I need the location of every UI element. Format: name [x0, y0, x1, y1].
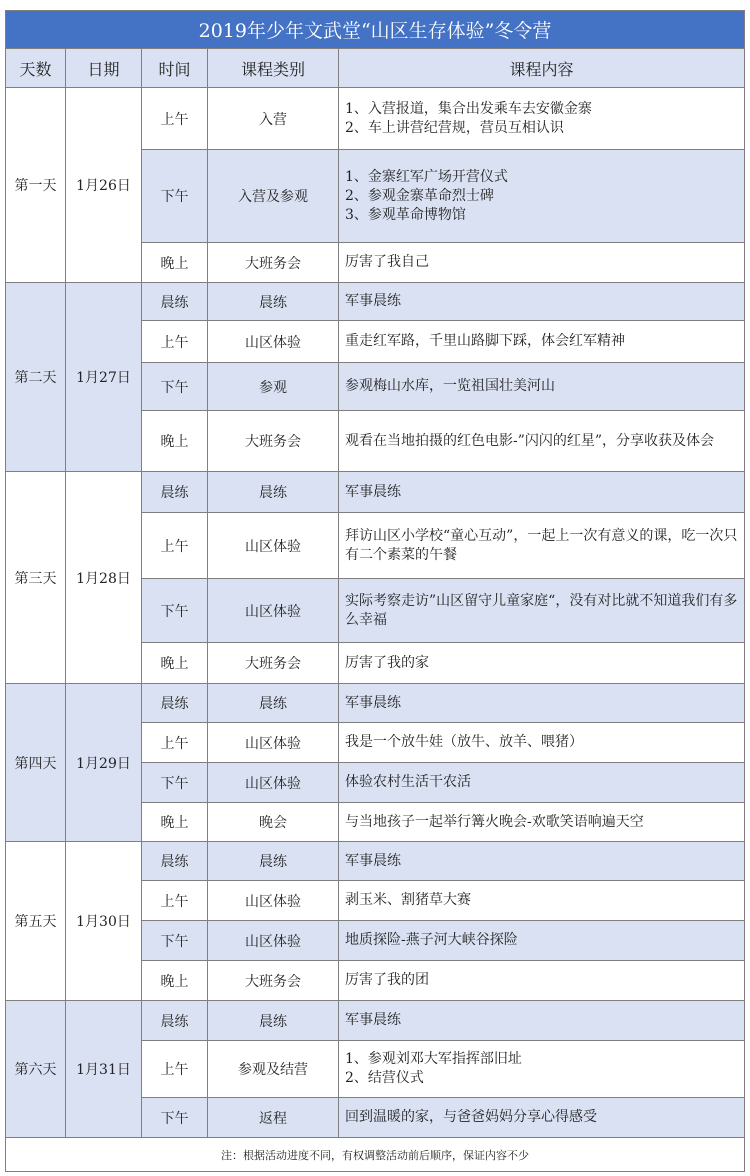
time-cell: 下午 — [142, 363, 208, 411]
category-cell: 晨练 — [208, 842, 339, 881]
content-cell — [339, 684, 745, 723]
content-line: 实际考察走访”山区留守儿童家庭“，没有对比就不知道我们有多么幸福 — [345, 592, 738, 628]
category-cell: 返程 — [208, 1098, 339, 1138]
content-line: 与当地孩子一起举行篝火晚会-欢歌笑语响遍天空 — [345, 813, 644, 830]
category-cell: 大班务会 — [208, 961, 339, 1001]
table-row — [6, 1001, 745, 1041]
category-cell: 山区体验 — [208, 513, 339, 579]
content-cell — [339, 921, 745, 961]
content-line: 2、结营仪式 — [345, 1070, 424, 1086]
category-cell: 山区体验 — [208, 723, 339, 763]
content-line: 参观梅山水库，一览祖国壮美河山 — [345, 378, 555, 394]
content-cell — [339, 150, 745, 243]
content-line: 军事晨练 — [345, 694, 401, 711]
table-row — [6, 88, 745, 150]
time-cell: 下午 — [142, 763, 208, 803]
time-cell: 晨练 — [142, 472, 208, 513]
content-cell — [339, 579, 745, 643]
header-content: 课程内容 — [339, 49, 745, 88]
time-cell: 晚上 — [142, 411, 208, 472]
day-cell: 第一天 — [6, 88, 66, 283]
content-line: 观看在当地拍摄的红色电影-”闪闪的红星”，分享收获及体会 — [345, 432, 715, 449]
category-cell: 大班务会 — [208, 411, 339, 472]
content-line: 2、参观金寨革命烈士碑 — [345, 187, 494, 204]
time-cell: 晨练 — [142, 684, 208, 723]
content-line: 3、参观革命博物馆 — [345, 206, 466, 223]
content-cell — [339, 763, 745, 803]
content-cell — [339, 803, 745, 842]
day-cell: 第六天 — [6, 1001, 66, 1138]
content-line: 军事晨练 — [345, 483, 401, 500]
time-cell: 晚上 — [142, 961, 208, 1001]
category-cell: 大班务会 — [208, 643, 339, 684]
content-line: 体验农村生活干农活 — [345, 774, 471, 790]
content-cell — [339, 842, 745, 881]
category-cell: 晚会 — [208, 803, 339, 842]
content-cell — [339, 1001, 745, 1041]
header-category: 课程类别 — [208, 49, 339, 88]
content-line: 剥玉米、割猪草大赛 — [345, 892, 471, 908]
time-cell: 上午 — [142, 723, 208, 763]
time-cell: 晚上 — [142, 243, 208, 283]
content-cell — [339, 243, 745, 283]
content-line: 军事晨练 — [345, 1012, 401, 1028]
content-cell — [339, 283, 745, 321]
category-cell: 山区体验 — [208, 579, 339, 643]
time-cell: 晚上 — [142, 803, 208, 842]
camp-schedule-table — [5, 10, 745, 1172]
content-line: 厉害了我的家 — [345, 654, 429, 671]
footnote: 注：根据活动进度不同，有权调整活动前后顺序，保证内容不少 — [6, 1138, 745, 1172]
time-cell: 晨练 — [142, 842, 208, 881]
category-cell: 山区体验 — [208, 321, 339, 363]
table-row — [6, 842, 745, 881]
content-line: 厉害了我的团 — [345, 972, 429, 988]
day-cell: 第五天 — [6, 842, 66, 1001]
time-cell: 下午 — [142, 1098, 208, 1138]
content-cell — [339, 321, 745, 363]
content-cell — [339, 411, 745, 472]
category-cell: 大班务会 — [208, 243, 339, 283]
time-cell: 上午 — [142, 1041, 208, 1098]
header-date: 日期 — [66, 49, 142, 88]
content-cell — [339, 1098, 745, 1138]
content-cell — [339, 723, 745, 763]
schedule-body — [6, 88, 745, 1138]
content-line: 厉害了我自己 — [345, 254, 429, 270]
table-row — [6, 283, 745, 321]
content-line: 回到温暖的家，与爸爸妈妈分享心得感受 — [345, 1109, 597, 1125]
date-cell: 1月27日 — [66, 283, 142, 472]
content-line: 1、金寨红军广场开营仪式 — [345, 168, 508, 185]
header-day: 天数 — [6, 49, 66, 88]
time-cell: 晨练 — [142, 283, 208, 321]
date-cell: 1月29日 — [66, 684, 142, 842]
content-cell — [339, 961, 745, 1001]
category-cell: 入营及参观 — [208, 150, 339, 243]
time-cell: 上午 — [142, 881, 208, 921]
time-cell: 下午 — [142, 150, 208, 243]
time-cell: 晨练 — [142, 1001, 208, 1041]
content-line: 我是一个放牛娃（放牛、放羊、喂猪） — [345, 734, 583, 750]
table-title: 2019年少年文武堂“山区生存体验”冬令营 — [6, 11, 745, 49]
content-line: 重走红军路，千里山路脚下踩，体会红军精神 — [345, 333, 625, 349]
time-cell: 上午 — [142, 321, 208, 363]
date-cell: 1月28日 — [66, 472, 142, 684]
category-cell: 山区体验 — [208, 881, 339, 921]
category-cell: 山区体验 — [208, 921, 339, 961]
category-cell: 参观 — [208, 363, 339, 411]
day-cell: 第二天 — [6, 283, 66, 472]
time-cell: 上午 — [142, 88, 208, 150]
date-cell: 1月26日 — [66, 88, 142, 283]
content-cell — [339, 881, 745, 921]
category-cell: 晨练 — [208, 472, 339, 513]
content-line: 1、参观刘邓大军指挥部旧址 — [345, 1051, 522, 1067]
content-line: 1、入营报道，集合出发乘车去安徽金寨 — [345, 100, 592, 117]
content-line: 军事晨练 — [345, 293, 401, 309]
category-cell: 晨练 — [208, 1001, 339, 1041]
category-cell: 山区体验 — [208, 763, 339, 803]
category-cell: 晨练 — [208, 283, 339, 321]
table-row — [6, 684, 745, 723]
day-cell: 第四天 — [6, 684, 66, 842]
content-line: 军事晨练 — [345, 852, 401, 869]
category-cell: 参观及结营 — [208, 1041, 339, 1098]
category-cell: 入营 — [208, 88, 339, 150]
date-cell: 1月31日 — [66, 1001, 142, 1138]
time-cell: 上午 — [142, 513, 208, 579]
content-line: 拜访山区小学校“童心互动”，一起上一次有意义的课，吃一次只有二个素菜的午餐 — [345, 527, 738, 563]
content-cell — [339, 88, 745, 150]
content-cell — [339, 363, 745, 411]
category-cell: 晨练 — [208, 684, 339, 723]
content-cell — [339, 1041, 745, 1098]
content-line: 2、车上讲营纪营规，营员互相认识 — [345, 119, 564, 136]
time-cell: 下午 — [142, 921, 208, 961]
content-cell — [339, 643, 745, 684]
table-row — [6, 472, 745, 513]
header-time: 时间 — [142, 49, 208, 88]
content-line: 地质探险-燕子河大峡谷探险 — [345, 932, 518, 948]
time-cell: 晚上 — [142, 643, 208, 684]
date-cell: 1月30日 — [66, 842, 142, 1001]
content-cell — [339, 513, 745, 579]
content-cell — [339, 472, 745, 513]
day-cell: 第三天 — [6, 472, 66, 684]
time-cell: 下午 — [142, 579, 208, 643]
